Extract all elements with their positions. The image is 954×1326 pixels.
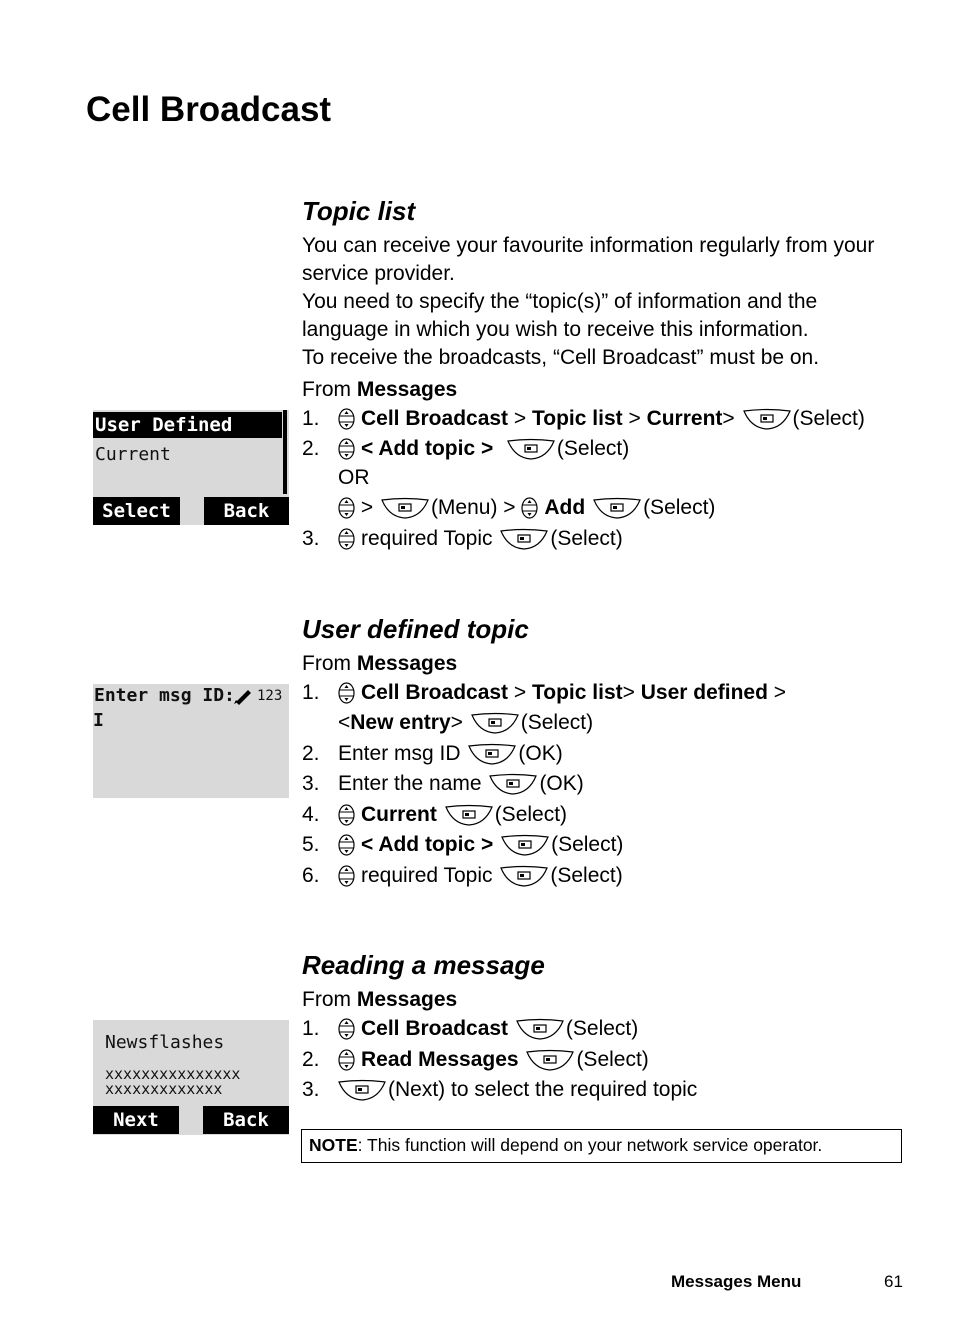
nav-scroll-icon [338,834,355,856]
message-line: xxxxxxxxxxxxx [105,1080,223,1098]
message-line: xxxxxxxxxxxxxxx [105,1065,241,1083]
step-line [302,739,563,769]
step-text: required Topic [361,527,493,550]
note-box [301,1129,902,1163]
softkey-icon [381,497,429,519]
separator: > [508,407,532,430]
step-line [302,769,584,799]
nav-scroll-icon [338,682,355,704]
menu-item: Topic list [532,681,623,704]
or-label: OR [338,466,370,489]
step-line [302,800,567,830]
menu-item: < Add topic > [361,437,494,460]
action-label: (Select) [494,803,568,826]
intro-paragraph: You can receive your favourite information regularly from your service provider. [302,234,875,285]
action-label: (Select) [551,833,624,856]
separator: > [355,496,379,519]
step-line [302,830,623,860]
separator: > [722,407,741,430]
softkey-icon [516,1018,564,1040]
step-number: 1. [302,407,320,430]
step-number: 2. [302,742,320,765]
softkey-icon [489,773,537,795]
step-number: 3. [302,772,320,795]
softkey-icon [593,497,641,519]
nav-scroll-icon [338,865,355,887]
from-menu: Messages [356,378,458,401]
from-label: From [302,988,357,1011]
screen-prompt: Enter msg ID: [94,685,235,706]
menu-item: Cell Broadcast [361,681,509,704]
menu-item: New entry [350,711,451,734]
intro-paragraph: You need to specify the “topic(s)” of information and the language in which you wish to receive this information. [302,290,818,341]
section-title-reading: Reading a message [302,950,545,980]
text-cursor: I [93,710,104,731]
nav-scroll-icon [521,497,538,519]
nav-scroll-icon [338,528,355,550]
step-text: Enter msg ID [338,742,461,765]
softkey-back: Back [203,1106,289,1134]
separator: > [450,711,463,734]
topic-list-intro [302,232,902,372]
menu-item: Current [361,803,437,826]
menu-item: < Add topic > [361,833,494,856]
step-number: 1. [302,1017,320,1040]
action-label: (Menu) > [430,496,522,519]
step-line [302,1014,638,1044]
screen-header: User Defined [93,412,282,438]
page-number: 61 [884,1272,903,1291]
step-number: 4. [302,803,320,826]
step-number: 1. [302,681,320,704]
step-line-alt [338,493,715,523]
action-label: (Select) [576,1048,649,1071]
nav-scroll-icon [338,438,355,460]
step-number: 5. [302,833,320,856]
separator: > [767,681,787,704]
softkey-icon [468,743,516,765]
nav-scroll-icon [338,804,355,826]
screen-item: Current [95,444,171,465]
screen-title: Newsflashes [105,1032,225,1053]
phone-screen-newsflashes [93,1020,289,1135]
section-title-topic-list: Topic list [302,196,416,226]
step-line [302,678,786,708]
softkey-icon [743,408,791,430]
intro-paragraph: To receive the broadcasts, “Cell Broadcast” must be on. [302,346,820,369]
step-number: 3. [302,1078,320,1101]
nav-scroll-icon [338,497,355,519]
action-label: (Select) [643,496,716,519]
separator: < [338,711,351,734]
separator: > [622,407,647,430]
from-line [302,375,457,405]
from-menu: Messages [356,652,458,675]
scrollbar [283,410,287,494]
softkey-select: Select [93,497,180,525]
action-label: (Select) [550,864,623,887]
step-number: 2. [302,1048,320,1071]
note-label: NOTE [309,1135,358,1155]
menu-item: Topic list [532,407,623,430]
step-line [302,404,865,434]
action-label: (Select) [550,527,623,550]
softkey-icon [526,1049,574,1071]
step-line [302,1045,649,1075]
phone-screen-user-defined [93,410,289,525]
softkey-icon [471,712,519,734]
action-label: (Select) [520,711,594,734]
step-text: Enter the name [338,772,482,795]
softkey-icon [338,1079,386,1101]
nav-scroll-icon [338,408,355,430]
step-text: required Topic [361,864,493,887]
from-menu: Messages [356,988,458,1011]
section-title-user-defined: User defined topic [302,614,529,644]
step-line [302,524,623,554]
action-label: (Select) [565,1017,639,1040]
nav-scroll-icon [338,1049,355,1071]
softkey-next: Next [93,1106,179,1134]
separator: > [508,681,532,704]
from-line [302,649,457,679]
action-label: (OK) [539,772,584,795]
menu-item: Cell Broadcast [361,1017,509,1040]
step-line [302,1075,697,1105]
separator: > [622,681,641,704]
softkey-icon [507,438,555,460]
menu-item: Current [646,407,723,430]
menu-item: User defined [640,681,768,704]
softkey-back: Back [204,497,289,525]
menu-item: Read Messages [361,1048,519,1071]
phone-screen-enter-msg-id [93,684,289,798]
page-title: Cell Broadcast [86,90,332,129]
step-number: 2. [302,437,320,460]
nav-scroll-icon [338,1018,355,1040]
footer-section-title: Messages Menu [671,1272,802,1291]
softkey-icon [501,834,549,856]
menu-item: Cell Broadcast [361,407,509,430]
from-label: From [302,378,357,401]
step-line-cont [338,708,593,738]
menu-item: Add [544,496,586,519]
softkey-icon [500,865,548,887]
softkey-icon [500,528,548,550]
action-label: (OK) [518,742,563,765]
action-label: (Select) [556,437,630,460]
input-mode: 123 [257,688,283,704]
step-line [302,434,629,464]
pencil-icon [233,687,253,705]
from-label: From [302,652,357,675]
action-label: (Select) [792,407,865,430]
action-label: (Next) to select the required topic [388,1078,698,1101]
step-line [302,861,623,891]
from-line [302,985,457,1015]
step-number: 6. [302,864,320,887]
step-number: 3. [302,527,320,550]
softkey-icon [445,804,493,826]
note-text: : This function will depend on your network service operator. [357,1135,823,1155]
